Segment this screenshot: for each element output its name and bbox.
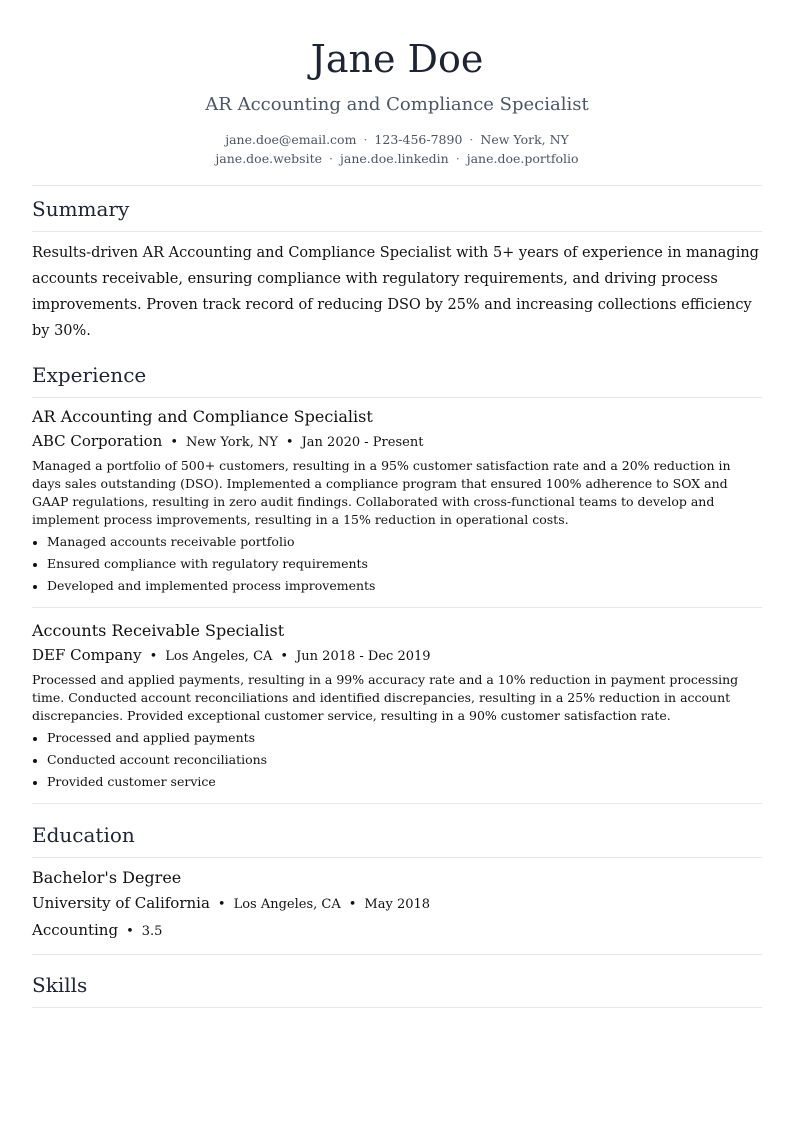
job-title: Accounts Receivable Specialist (32, 621, 285, 640)
candidate-title: AR Accounting and Compliance Specialist (205, 94, 589, 115)
bullet-separator: • (217, 897, 226, 912)
job-location: New York, NY (186, 435, 278, 450)
contact-info (32, 130, 762, 168)
location: New York, NY (480, 132, 569, 147)
bullet-separator: • (285, 435, 294, 450)
divider (32, 803, 762, 804)
degree-name: Bachelor's Degree (32, 868, 182, 887)
education-meta (32, 894, 762, 914)
list-item: Ensured compliance with regulatory requirements (32, 553, 762, 575)
job-bullets (32, 531, 762, 597)
bullet-separator: • (280, 649, 289, 664)
company-name: DEF Company (32, 646, 142, 664)
separator: · (455, 151, 460, 166)
job-entry (32, 407, 762, 597)
divider (32, 607, 762, 608)
divider (32, 857, 762, 858)
list-item: Managed accounts receivable portfolio (32, 531, 762, 553)
separator: · (469, 132, 474, 147)
separator: · (329, 151, 333, 166)
job-entry (32, 621, 762, 793)
summary-heading: Summary (32, 197, 130, 221)
resume-header (32, 0, 762, 168)
divider (32, 231, 762, 232)
summary-text: Results-driven AR Accounting and Compliance Specialist with 5+ years of experience in managing accounts receivable, ensuring compliance with regulatory requirements, and driving process improvements. Proven track record of reducing DSO by 25% and increasing collections efficiency by 30%. (32, 245, 759, 339)
school-location: Los Angeles, CA (233, 897, 341, 912)
bullet-separator: • (170, 435, 178, 450)
job-dates: Jan 2020 - Present (301, 435, 424, 450)
graduation-date: May 2018 (364, 897, 431, 912)
candidate-name: Jane Doe (310, 37, 484, 81)
email-link[interactable]: jane.doe@email.com (225, 132, 357, 147)
list-item: Processed and applied payments (32, 727, 762, 749)
job-bullets (32, 727, 762, 793)
education-heading: Education (32, 823, 135, 847)
education-field-meta (32, 921, 762, 941)
field-of-study: Accounting (32, 921, 119, 939)
divider (32, 954, 762, 955)
phone-number: 123-456-7890 (374, 132, 463, 147)
experience-heading: Experience (32, 363, 147, 387)
job-dates: Jun 2018 - Dec 2019 (296, 649, 431, 664)
job-meta (32, 646, 762, 666)
divider (32, 397, 762, 398)
divider (32, 1007, 762, 1008)
divider (32, 185, 762, 186)
portfolio-link[interactable]: jane.doe.portfolio (466, 151, 579, 166)
contact-line-2 (32, 149, 762, 168)
job-title: AR Accounting and Compliance Specialist (32, 407, 373, 426)
skills-heading: Skills (32, 973, 88, 997)
website-link[interactable]: jane.doe.website (215, 151, 323, 166)
company-name: ABC Corporation (32, 432, 163, 450)
bullet-separator: • (149, 649, 158, 664)
job-location: Los Angeles, CA (165, 649, 273, 664)
list-item: Developed and implemented process improvements (32, 575, 762, 597)
education-entry (32, 868, 762, 941)
bullet-separator: • (348, 897, 357, 912)
school-name: University of California (32, 894, 210, 912)
job-description: Processed and applied payments, resulting in a 99% accuracy rate and a 10% reduction in payment processing time. Conducted account reconciliations and identified discrepancies, resulting in a 25% reduction in account discrepancies. Provided exceptional customer service, resulting in a 90% customer satisfaction rate. (32, 672, 739, 723)
bullet-separator: • (126, 924, 134, 939)
linkedin-link[interactable]: jane.doe.linkedin (340, 151, 449, 166)
separator: · (363, 132, 368, 147)
list-item: Conducted account reconciliations (32, 749, 762, 771)
gpa-value: 3.5 (141, 924, 163, 939)
job-description: Managed a portfolio of 500+ customers, resulting in a 95% customer satisfaction rate and a 20% reduction in days sales outstanding (DSO). Implemented a compliance program that ensured 100% adherence to SOX and GAAP regulations, resulting in zero audit findings. Collaborated with cross-functional teams to develop and implement process improvements, resulting in a 15% reduction in operational costs. (32, 458, 731, 527)
contact-line-1 (32, 130, 762, 149)
job-meta (32, 432, 762, 452)
list-item: Provided customer service (32, 771, 762, 793)
